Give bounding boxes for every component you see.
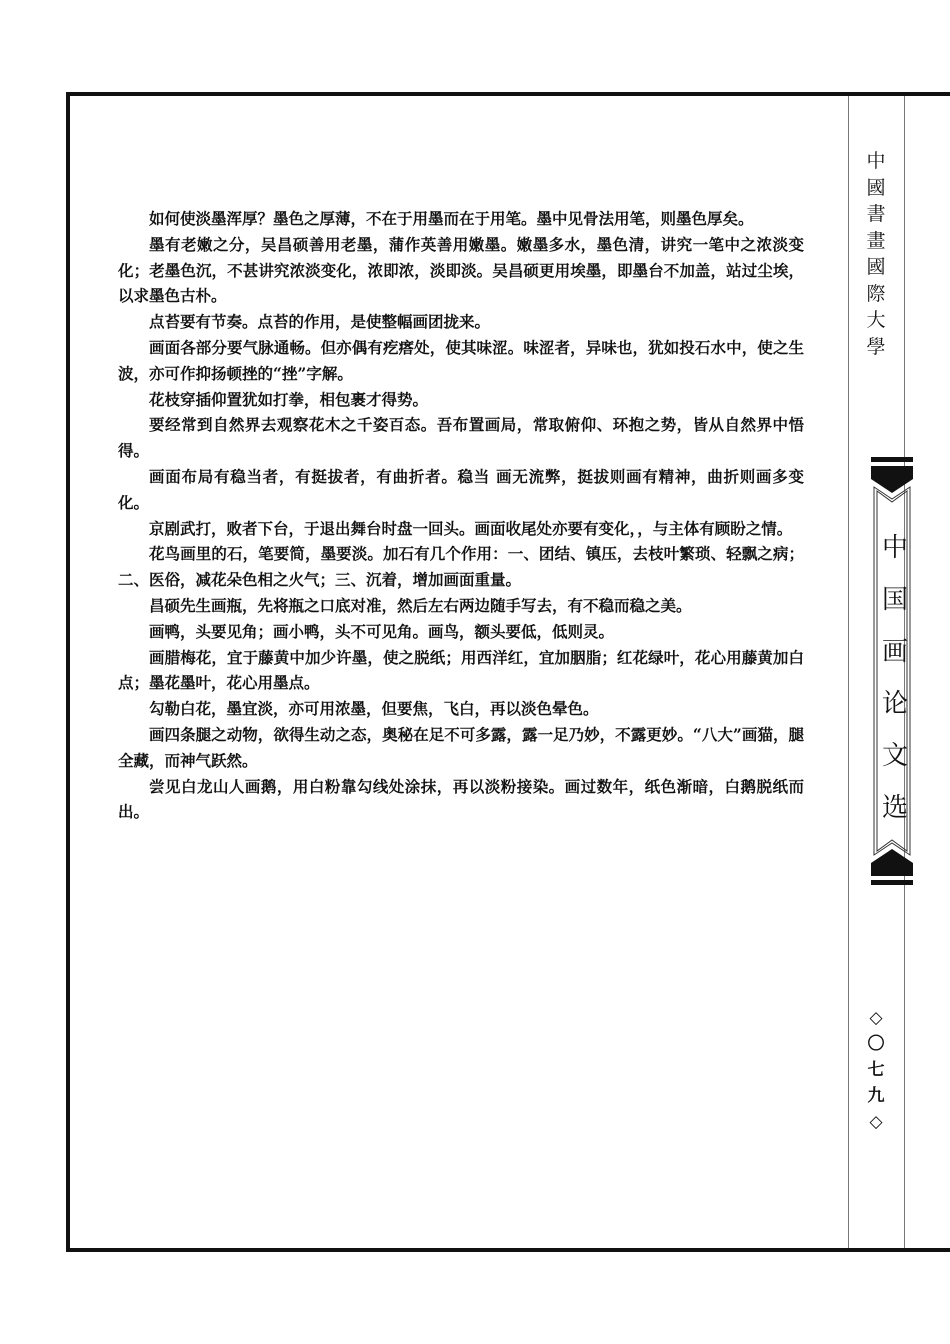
paragraph: 画四条腿之动物，欲得生动之态，奥秘在足不可多露，露一足乃妙，不露更妙。“八大”画猫，腿全藏，而神气跃然。 — [118, 724, 804, 770]
book-title — [876, 522, 914, 834]
book-title-char: 选 — [881, 793, 908, 823]
series-title-char: 中 — [866, 150, 886, 172]
book-title-char: 论 — [881, 689, 908, 719]
series-title-char: 際 — [866, 282, 886, 305]
paragraph: 花鸟画里的石，笔要简，墨要淡。加石有几个作用：一、团结、镇压，去枝叶繁琐、轻飘之病；二、医俗，减花朵色相之火气；三、沉着，增加画面重量。 — [118, 544, 804, 590]
paragraph: 尝见白龙山人画鹅，用白粉靠勾线处涂抹，再以淡粉接染。画过数年，纸色渐暗，白鹅脱纸而出。 — [118, 776, 804, 822]
paragraph: 画面各部分要气脉通畅。但亦偶有疙瘩处，使其味涩。味涩者，异味也，犹如投石水中，使之生波，亦可作抑扬顿挫的“挫”字解。 — [118, 337, 804, 383]
series-title-char: 學 — [866, 335, 886, 358]
paragraph: 画腊梅花，宜于藤黄中加少许墨，使之脱纸；用西洋红，宜加胭脂；红花绿叶，花心用藤黄加白点；墨花墨叶，花心用墨点。 — [118, 647, 804, 693]
series-title-char: 畫 — [866, 229, 886, 252]
body-text — [118, 206, 804, 825]
paragraph: 画面布局有稳当者，有挺拔者，有曲折者。稳当 画无流弊，挺拔则画有精神，曲折则画多变化。 — [118, 466, 804, 512]
series-title-char: 大 — [866, 309, 886, 331]
book-title-char: 中 — [881, 533, 908, 563]
book-title-char: 画 — [881, 637, 908, 667]
book-title-char: 文 — [881, 741, 908, 771]
paragraph: 昌硕先生画瓶，先将瓶之口底对准，然后左右两边随手写去，有不稳而稳之美。 — [149, 595, 692, 615]
series-title-char: 書 — [866, 203, 886, 225]
series-title — [861, 148, 891, 360]
paragraph: 花枝穿插仰置犹如打拳，相包裹才得势。 — [149, 389, 429, 409]
paragraph: 如何使淡墨浑厚？墨色之厚薄，不在于用墨而在于用笔。墨中见骨法用笔，则墨色厚矣。 — [149, 209, 754, 228]
margin-rule-inner — [848, 96, 849, 1248]
paragraph: 墨有老嫩之分，吴昌硕善用老墨，蒲作英善用嫩墨。嫩墨多水，墨色清，讲究一笔中之浓淡变化；老墨色沉，不甚讲究浓淡变化，浓即浓，淡即淡。吴昌硕更用埃墨，即墨台不加盖，站过尘埃，以求墨色古朴。 — [118, 234, 804, 306]
page-number — [862, 1005, 890, 1135]
paragraph: 要经常到自然界去观察花木之千姿百态。吾布置画局，常取俯仰、环抱之势，皆从自然界中悟得。 — [118, 415, 804, 461]
paragraph: 点苔要有节奏。点苔的作用，是使整幅画团拢来。 — [149, 312, 491, 332]
page-number-char: ◇ — [869, 1112, 883, 1132]
series-title-char: 國 — [866, 256, 886, 278]
paragraph: 京剧武打，败者下台，于退出舞台时盘一回头。画面收尾处亦要有变化，，与主体有顾盼之情。 — [149, 518, 793, 538]
series-title-char: 國 — [866, 176, 886, 199]
book-title-char: 国 — [881, 585, 908, 615]
page-number-char: ◇ — [869, 1008, 883, 1028]
page-number-char: 九 — [867, 1086, 885, 1106]
paragraph: 画鸭，头要见角；画小鸭，头不可见角。画鸟，额头要低，低则灵。 — [149, 621, 615, 641]
page-number-char: 〇 — [867, 1034, 885, 1054]
paragraph: 勾勒白花，墨宜淡，亦可用浓墨，但要焦，飞白，再以淡色晕色。 — [149, 699, 599, 719]
page-number-char: 七 — [867, 1060, 885, 1080]
